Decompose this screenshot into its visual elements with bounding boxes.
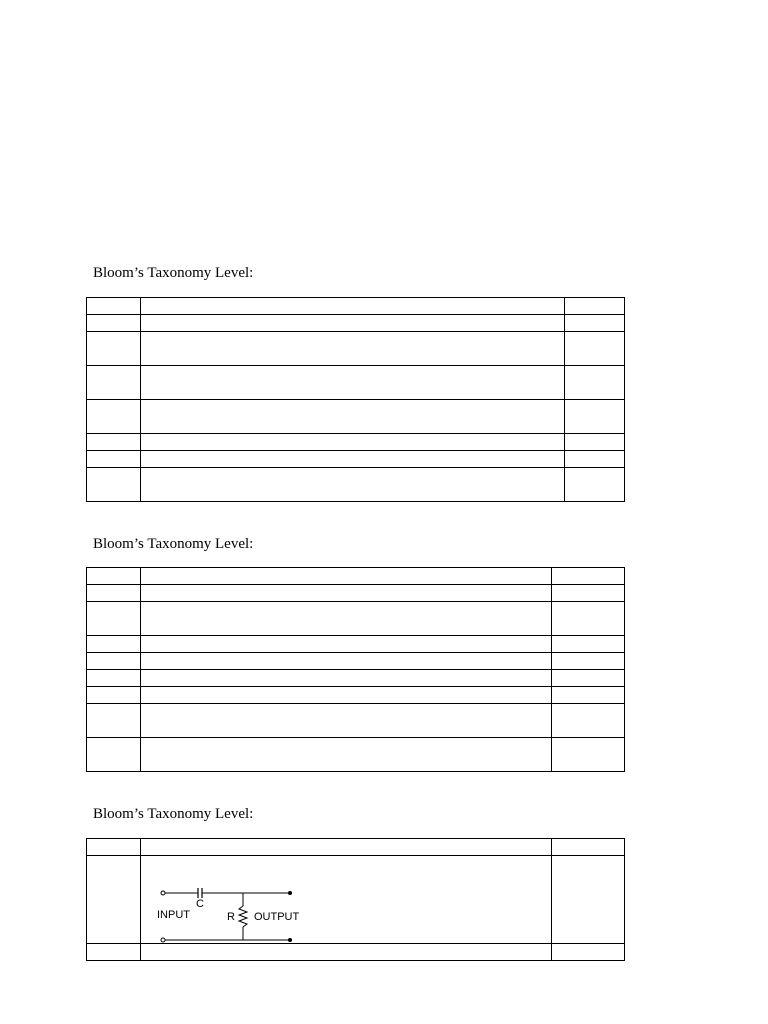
qno-cell bbox=[87, 400, 141, 434]
marks-cell bbox=[552, 738, 625, 772]
table-row bbox=[87, 400, 625, 434]
marks-cell bbox=[565, 400, 625, 434]
marks-cell bbox=[552, 653, 625, 670]
question-cell bbox=[141, 298, 565, 315]
marks-cell bbox=[565, 366, 625, 400]
input-terminal-bottom bbox=[161, 938, 165, 942]
question-cell bbox=[141, 856, 552, 944]
table-row bbox=[87, 944, 625, 961]
table-row bbox=[87, 839, 625, 856]
question-cell bbox=[141, 602, 552, 636]
table-row bbox=[87, 468, 625, 502]
question-cell bbox=[141, 738, 552, 772]
table-row bbox=[87, 315, 625, 332]
output-label: OUTPUT bbox=[254, 911, 300, 923]
qno-cell bbox=[87, 602, 141, 636]
marks-cell bbox=[552, 585, 625, 602]
qno-cell bbox=[87, 839, 141, 856]
input-terminal-top bbox=[161, 891, 165, 895]
capacitor-label: C bbox=[196, 898, 204, 910]
question-cell bbox=[141, 704, 552, 738]
table-row bbox=[87, 568, 625, 585]
qno-cell bbox=[87, 944, 141, 961]
question-table-2 bbox=[86, 567, 625, 772]
qno-cell bbox=[87, 856, 141, 944]
question-cell bbox=[141, 366, 565, 400]
rc-circuit-diagram bbox=[157, 884, 317, 944]
qno-cell bbox=[87, 434, 141, 451]
blooms-taxonomy-heading-1: Bloom’s Taxonomy Level: bbox=[93, 265, 254, 281]
table-row bbox=[87, 602, 625, 636]
qno-cell bbox=[87, 315, 141, 332]
qno-cell bbox=[87, 451, 141, 468]
qno-cell bbox=[87, 670, 141, 687]
marks-cell bbox=[552, 670, 625, 687]
marks-cell bbox=[565, 298, 625, 315]
marks-cell bbox=[552, 856, 625, 944]
question-cell bbox=[141, 434, 565, 451]
question-cell bbox=[141, 400, 565, 434]
question-cell bbox=[141, 451, 565, 468]
marks-cell bbox=[552, 636, 625, 653]
question-cell bbox=[141, 568, 552, 585]
blooms-taxonomy-heading-2: Bloom’s Taxonomy Level: bbox=[93, 536, 254, 552]
marks-cell bbox=[552, 687, 625, 704]
qno-cell bbox=[87, 468, 141, 502]
qno-cell bbox=[87, 298, 141, 315]
marks-cell bbox=[565, 332, 625, 366]
marks-cell bbox=[565, 451, 625, 468]
question-cell bbox=[141, 687, 552, 704]
qno-cell bbox=[87, 738, 141, 772]
question-cell bbox=[141, 839, 552, 856]
qno-cell bbox=[87, 332, 141, 366]
table-row bbox=[87, 687, 625, 704]
table-row bbox=[87, 738, 625, 772]
table-row bbox=[87, 636, 625, 653]
marks-cell bbox=[552, 704, 625, 738]
output-terminal-bottom bbox=[288, 938, 292, 942]
question-cell bbox=[141, 332, 565, 366]
marks-cell bbox=[552, 944, 625, 961]
table-row bbox=[87, 856, 625, 944]
resistor-label: R bbox=[227, 911, 235, 923]
blooms-taxonomy-heading-3: Bloom’s Taxonomy Level: bbox=[93, 806, 254, 822]
qno-cell bbox=[87, 366, 141, 400]
question-cell bbox=[141, 468, 565, 502]
marks-cell bbox=[552, 839, 625, 856]
table-row bbox=[87, 653, 625, 670]
qno-cell bbox=[87, 585, 141, 602]
marks-cell bbox=[565, 315, 625, 332]
question-table-1 bbox=[86, 297, 625, 502]
qno-cell bbox=[87, 568, 141, 585]
question-cell bbox=[141, 944, 552, 961]
table-row bbox=[87, 670, 625, 687]
input-label: INPUT bbox=[157, 909, 190, 921]
table-row bbox=[87, 704, 625, 738]
marks-cell bbox=[552, 602, 625, 636]
resistor-icon bbox=[239, 906, 247, 927]
table-row bbox=[87, 366, 625, 400]
question-cell bbox=[141, 636, 552, 653]
question-cell bbox=[141, 315, 565, 332]
question-cell bbox=[141, 653, 552, 670]
table-row bbox=[87, 434, 625, 451]
qno-cell bbox=[87, 704, 141, 738]
question-cell bbox=[141, 585, 552, 602]
table-row bbox=[87, 332, 625, 366]
output-terminal-top bbox=[288, 891, 292, 895]
qno-cell bbox=[87, 687, 141, 704]
table-row bbox=[87, 298, 625, 315]
marks-cell bbox=[552, 568, 625, 585]
question-cell bbox=[141, 670, 552, 687]
qno-cell bbox=[87, 653, 141, 670]
qno-cell bbox=[87, 636, 141, 653]
marks-cell bbox=[565, 434, 625, 451]
question-table-3 bbox=[86, 838, 625, 961]
table-row bbox=[87, 451, 625, 468]
marks-cell bbox=[565, 468, 625, 502]
table-row bbox=[87, 585, 625, 602]
